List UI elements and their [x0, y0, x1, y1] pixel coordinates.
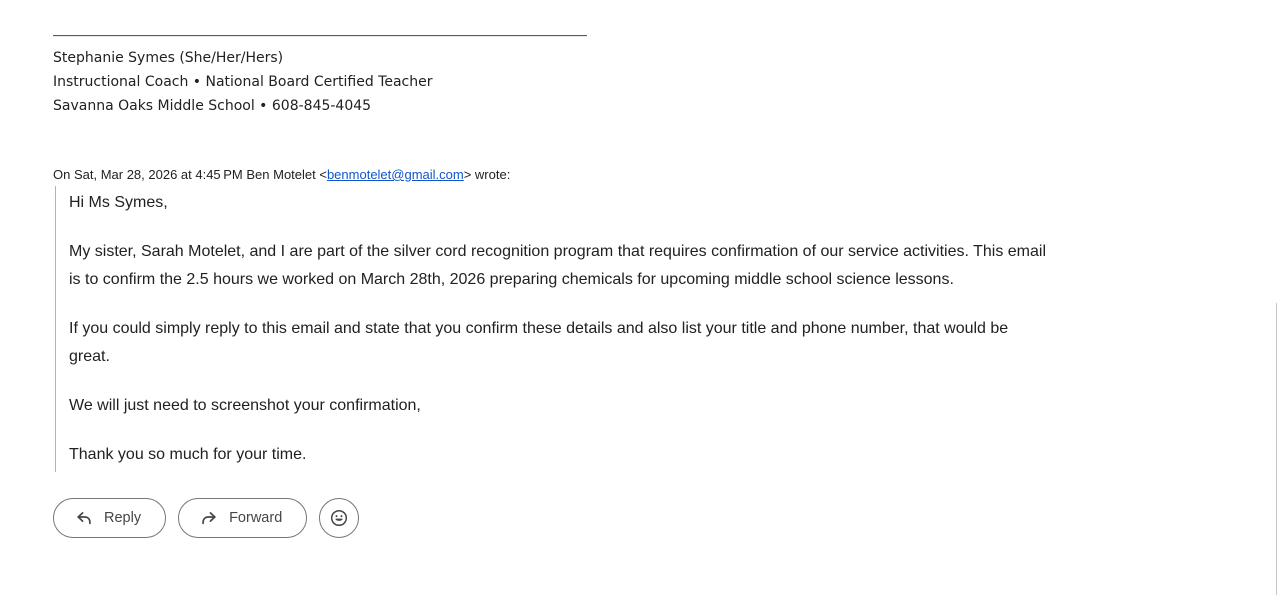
quoted-text-line: Hi Ms Symes, [69, 194, 168, 211]
emoji-reaction-button[interactable] [319, 498, 359, 538]
reply-icon [74, 508, 94, 528]
quoted-text-line: is to confirm the 2.5 hours we worked on March 28th, 2026 preparing chemicals for upcoming middle school science lessons. [69, 271, 954, 288]
quoted-paragraph [69, 189, 1244, 217]
quoted-paragraph [69, 238, 1244, 294]
quote-attribution [53, 166, 1280, 183]
quoted-text-line: My sister, Sarah Motelet, and I are part of the silver cord recognition program that requires confirmation of our service activities. This email [69, 243, 1047, 260]
signature-name: Stephanie Symes (She/Her/Hers) [53, 50, 284, 66]
forward-icon [199, 508, 219, 528]
smiley-icon [329, 508, 349, 528]
quote-attribution-prefix: On Sat, Mar 28, 2026 at 4:45 PM Ben Motelet < [53, 167, 327, 182]
signature-title: Instructional Coach • National Board Certified Teacher [53, 74, 433, 90]
forward-button-label: Forward [229, 510, 283, 526]
sender-email-link[interactable]: benmotelet@gmail.com [326, 167, 464, 182]
email-signature [53, 46, 1280, 118]
reply-button[interactable] [53, 498, 166, 538]
quoted-text-line: Thank you so much for your time. [69, 446, 307, 463]
signature-divider [53, 35, 587, 37]
email-message-view [0, 35, 1280, 538]
side-panel-divider [1276, 303, 1277, 595]
quoted-text-line: If you could simply reply to this email and state that you confirm these details and also list your title and phone number, that would be [69, 320, 1009, 337]
quoted-email-body [55, 186, 1280, 472]
quoted-paragraph [69, 392, 1244, 420]
quoted-paragraph [69, 441, 1244, 469]
quoted-text-line: We will just need to screenshot your confirmation, [69, 397, 421, 414]
signature-school-phone: Savanna Oaks Middle School • 608-845-4045 [53, 98, 372, 114]
action-buttons-row [53, 498, 1280, 538]
reply-button-label: Reply [104, 510, 142, 526]
quoted-text-line: great. [69, 348, 110, 365]
forward-button[interactable] [178, 498, 307, 538]
quoted-paragraph [69, 315, 1244, 371]
quote-attribution-suffix: > wrote: [463, 167, 511, 182]
